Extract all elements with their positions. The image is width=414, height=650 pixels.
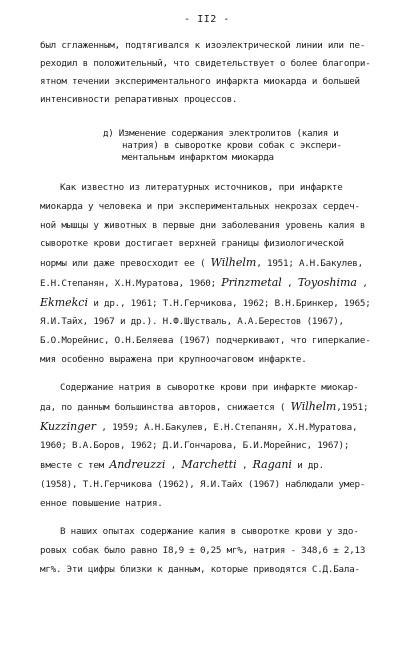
text-line	[40, 401, 368, 414]
handwritten-author: Ekmekci	[40, 296, 88, 309]
handwritten-author: Wilhelm	[210, 256, 257, 269]
text-line: миокарда у человека и при экспериментальных некрозах сердеч-	[40, 201, 360, 212]
text-line: Содержание натрия в сыворотке крови при инфаркте миокар-	[60, 382, 359, 393]
text-segment: ,	[241, 460, 248, 471]
text-segment: да, по данным большинства авторов, снижается (	[40, 402, 286, 413]
heading-line: натрия) в сыворотке крови собак с экспери-	[122, 140, 342, 151]
text-line: Я.И.Тайх, 1967 и др.). Н.Ф.Шустваль, А.А.Берестов (1967),	[40, 316, 344, 327]
text-line: сыворотке крови достигает верхней границы физиологической	[40, 238, 344, 249]
text-line: интенсивности репаративных процессов.	[40, 94, 238, 105]
text-segment: , 1959; А.Н.Бакулев, Е.Н.Степанян, Х.Н.Муратова,	[101, 422, 358, 433]
text-line: ной мышцы у животных в первые дни заболевания уровень калия в	[40, 220, 366, 231]
text-segment: вместе с тем	[40, 460, 104, 471]
text-segment: , 1951; А.Н.Бакулев,	[256, 258, 363, 269]
text-line	[40, 459, 324, 472]
text-line: был сглаженным, подтягивался к изоэлектрической линии или пе-	[40, 40, 366, 51]
handwritten-author: Toyoshima	[297, 276, 357, 289]
text-line: енное повышение натрия.	[40, 498, 163, 509]
text-line: 1960; В.А.Боров, 1962; Д.И.Гончарова, Б.И.Морейнис, 1967);	[40, 440, 350, 451]
text-line: реходил в положительный, что свидетельствует о более благопри-	[40, 58, 371, 69]
heading-line: ментальным инфарктом миокарда	[122, 152, 274, 163]
text-segment: Е.Н.Степанян, Х.Н.Муратова, 1960;	[40, 278, 216, 289]
text-line	[40, 421, 357, 434]
text-segment: ,	[362, 278, 368, 289]
handwritten-author: Andreuzzi	[109, 458, 166, 471]
text-line: ятном течении экспериментального инфаркта миокарда и большей	[40, 76, 360, 87]
text-line: (1958), Т.Н.Герчикова (1962), Я.И.Тайх (1967) наблюдали умер-	[40, 479, 366, 490]
heading-line: д) Изменение содержания электролитов (калия и	[103, 128, 339, 139]
text-line: мг%. Эти цифры близки к данным, которые приводятся С.Д.Бала-	[40, 564, 360, 575]
text-segment: ,1951;	[336, 402, 369, 413]
text-segment: и др., 1961; Т.Н.Герчикова, 1962; В.Н.Бринкер, 1965;	[93, 298, 371, 309]
text-line: ровых собак было равно I8,9 ± 0,25 мг%, натрия - 348,6 ± 2,13	[40, 545, 366, 556]
text-segment: ,	[287, 278, 293, 289]
text-segment: и др.	[297, 460, 324, 471]
text-line: мия особенно выражена при крупноочаговом инфаркте.	[40, 354, 307, 365]
text-line: В наших опытах содержание калия в сыворотке крови у здо-	[60, 526, 359, 537]
handwritten-author: Wilhelm	[290, 400, 337, 413]
text-line	[40, 277, 368, 290]
handwritten-author: Kuzzinger	[40, 420, 97, 433]
text-segment: ,	[170, 460, 177, 471]
handwritten-author: Marchetti	[181, 458, 237, 471]
handwritten-author: Prinzmetal	[221, 276, 282, 289]
text-line	[40, 257, 363, 270]
text-line	[40, 297, 371, 310]
text-line: Б.О.Морейнис, О.Н.Беляева (1967) подчеркивают, что гиперкалие-	[40, 335, 371, 346]
text-line: Как известно из литературных источников, при инфаркте	[60, 182, 343, 193]
text-segment: нормы или даже превосходит ее (	[40, 258, 206, 269]
page-number: - II2 -	[184, 14, 230, 25]
handwritten-author: Ragani	[252, 458, 292, 471]
